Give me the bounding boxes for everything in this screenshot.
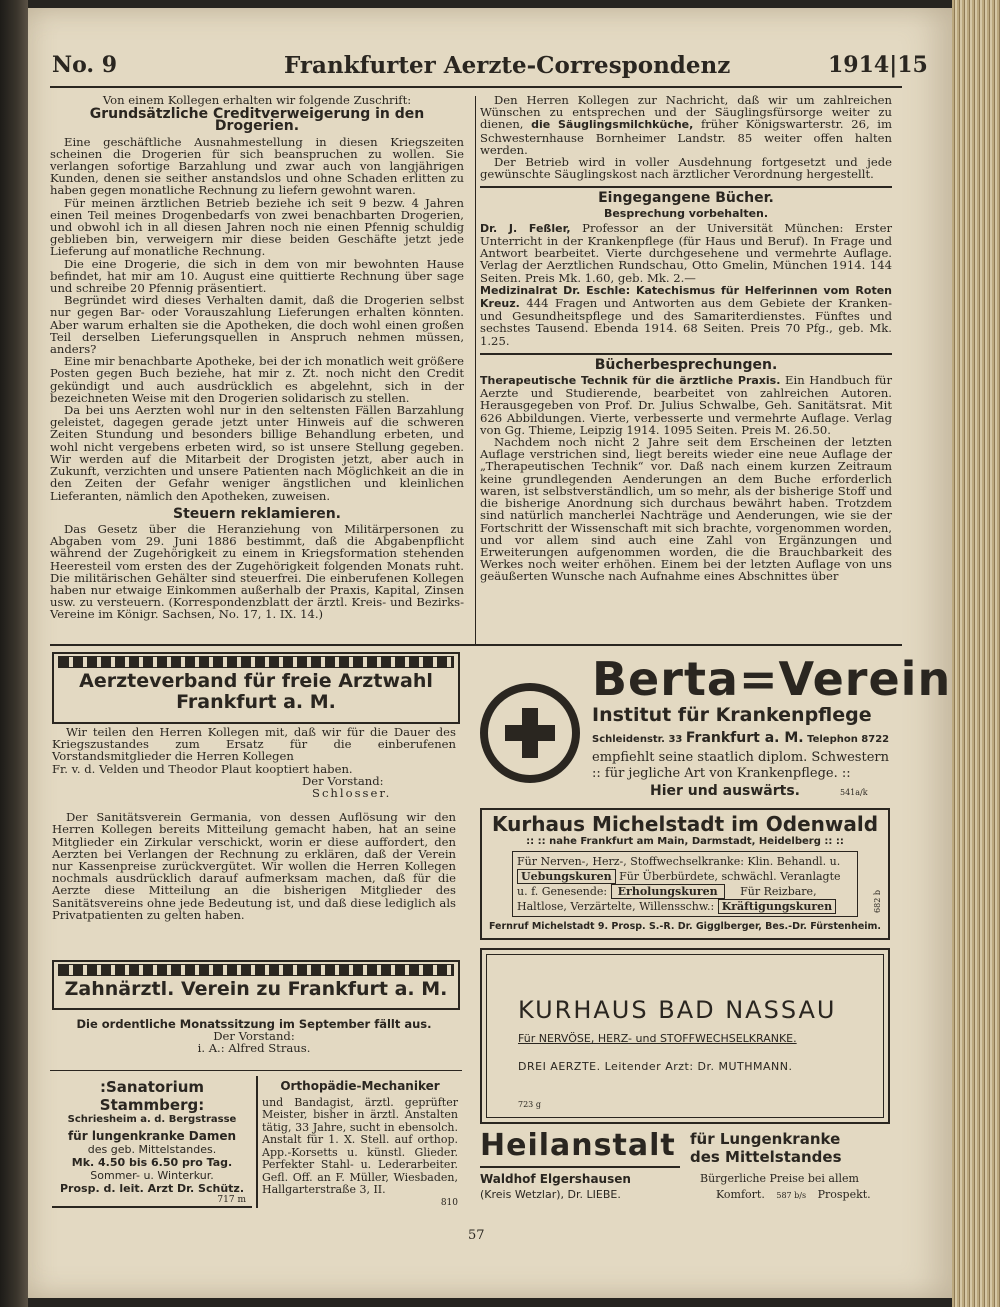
signature-name: i. A.: Alfred Straus. <box>197 1041 311 1056</box>
kur-tag: Uebungskuren <box>517 869 616 884</box>
aerzteverband-frame <box>52 652 460 724</box>
kur-text: Für Reizbare, <box>740 885 817 898</box>
sanatorium-title: :Sanatorium Stammberg: <box>99 1078 205 1114</box>
kur-tag: Kräftigungskuren <box>718 899 836 914</box>
michelstadt-footer: Fernruf Michelstadt 9. Prosp. S.-R. Dr. Gigglberger, Bes.-Dr. Fürstenheim. <box>488 921 882 932</box>
sanatorium-line: für lungenkranke Damen <box>67 1129 237 1143</box>
paragraph <box>480 94 892 156</box>
notice-bold: die Säuglingsmilchküche, <box>531 118 694 132</box>
issue-number: No. 9 <box>52 52 118 78</box>
heilanstalt-line: Bürgerliche Preise bei allem <box>700 1172 859 1185</box>
books-heading: Eingegangene Bücher. <box>598 190 774 207</box>
kur-text: Haltlose, Verzärtelte, Willensschw.: <box>517 900 715 913</box>
section-rule <box>480 186 892 188</box>
berta-ad <box>480 652 952 808</box>
page-number: 57 <box>468 1228 485 1243</box>
ad-code: 717 m <box>217 1195 246 1205</box>
address-phone: Telephon 8722 <box>807 734 890 745</box>
nassau-doctor: DREI AERZTE. Leitender Arzt: Dr. MUTHMANN. <box>518 1060 793 1073</box>
zahnarzt-frame <box>52 960 460 1010</box>
volume-year: 1914|15 <box>828 52 928 78</box>
paragraph: Die eine Drogerie, die sich in dem von mir bewohnten Hause befindet, hat mir am 10. August eine quittierte Rechnung über sage und schreibe 20 Pfennig präsentiert. <box>50 256 464 296</box>
ads-rule <box>50 644 902 646</box>
michelstadt-subtitle: :: :: nahe Frankfurt am Main, Darmstadt, Heidelberg :: :: <box>526 836 844 847</box>
notice-text: früher Königswarterstr. 26, im Schwesternhause Bornheimer Landstr. 85 weiter offen halten werden. <box>480 117 893 157</box>
zahnarzt-text <box>52 1018 456 1055</box>
paragraph: Da bei uns Aerzten wohl nur in den seltensten Fällen Barzahlung geleistet, dagegen gerade jetzt unter Hinweis auf die schweren Zeiten Stundung und besonders billige Behandlung erbeten, und wohl nicht vergebens erbeten wird, so ist unsere Stellung gegeben. Wir werden auf die Mitarbeit der Drogisten jetzt, aber auch in Zukunft, verzichten und unsere Patienten nach Möglichkeit an die in den Zeiten der Gefahr weniger ängstlichen und kleinlichen Lieferanten, nämlich den Apotheken, zuweisen. <box>50 403 464 503</box>
sanatorium-line: des geb. Mittelstandes. <box>87 1143 217 1156</box>
aerzteverband-text <box>52 726 456 921</box>
intro-text: Von einem Kollegen erhalten wir folgende Zuschrift: <box>102 93 412 107</box>
article-heading-steuern: Steuern reklamieren. <box>173 505 341 522</box>
address-street: Schleidenstr. 33 <box>592 734 683 745</box>
berta-title: Berta=Verein <box>592 652 952 706</box>
signature: Der Vorstand: <box>213 1029 295 1044</box>
book-entry <box>480 222 892 284</box>
berta-line: empfiehlt seine staatlich diplom. Schwestern <box>592 750 889 765</box>
ad-divider <box>256 1076 258 1208</box>
paragraph: Nachdem noch nicht 2 Jahre seit dem Erscheinen der letzten Auflage verstrichen sind, liegt bereits wieder eine neue Auflage der „Therapeutischen Technik“ vor. Daß nach einem kurzen Zeitraum keine grundlegenden Aenderungen an dem Buche erforderlich waren, ist selbstverständlich, um so mehr, als der bisherige Stoff und die bisherige Anordnung sich durchaus bewährt haben. Trotzdem sind natürlich mancherlei Nachträge und Aenderungen, wie sie der Fortschritt der Wissenschaft mit sich brachte, vorgenommen worden, und vor allem sind auch eine Zahl von Ergänzungen und Erweiterungen aufgenommen worden, die die Brauchbarkeit des Werkes noch weiter erhöhen. Einem bei der letzten Auflage von uns geäußerten Wunsche nach Aufnahme eines Abschnittes über <box>480 435 892 584</box>
paragraph: Für meinen ärztlichen Betrieb beziehe ich seit 9 bezw. 4 Jahren einen Teil meines Drogenbedarfs von zwei benachbarten Drogerien, und obwohl ich in all diesen Jahren noch nie einen Pfennig schuldig geblieben bin, verweigern mir diese beiden Geschäfte jetzt jede Lieferung auf monatliche Rechnung. <box>50 195 464 259</box>
review-text: Ein Handbuch für Aerzte und Studierende, bearbeitet von zahlreichen Autoren. Herausgegeben von Prof. Dr. Julius Schwalbe, Geh. Sanitätsrat. Mit 626 Abbildungen. Vierte, verbesserte und vermehrte Auflage. Verlag von Gg. Thieme, Leipzig 1914. 1095 Seiten. Preis M. 26.50. <box>480 373 893 437</box>
paragraph: Fr. v. d. Velden und Theodor Plaut kooptiert haben. <box>52 761 353 776</box>
sanatorium-line: Sommer- u. Winterkur. <box>90 1169 214 1182</box>
heilanstalt-line: (Kreis Wetzlar), Dr. LIEBE. <box>480 1188 621 1201</box>
paragraph: Eine mir benachbarte Apotheke, bei der ich monatlich weit größere Posten gegen Buch beziehe, hat mir z. Zt. noch nicht den Credit gekündigt und auch ausdrücklich es abgelehnt, sich in der bezeichneten Weise mit den Drogerien solidarisch zu stellen. <box>50 354 464 405</box>
nassau-subtitle: Für NERVÖSE, HERZ- und STOFFWECHSELKRANKE. <box>518 1032 797 1045</box>
kur-text: Für Überbürdete, schwächl. Veranlagte <box>619 870 841 883</box>
michelstadt-line <box>517 899 853 914</box>
rule <box>480 1166 680 1168</box>
right-column <box>480 94 892 583</box>
michelstadt-ad <box>480 808 890 940</box>
berta-address <box>592 730 889 746</box>
michelstadt-line: Für Nerven-, Herz-, Stoffwechselkranke: Klin. Behandl. u. <box>517 855 841 868</box>
book-text: Professor an der Universität München: Erster Unterricht in der Krankenpflege (für Haus und Beruf). In Frage und Antwort bearbeitet. Vierte durchgesehene und vermehrte Auflage. Verlag der Aerztlichen Rundschau, Otto Gmelin, München 1914. 144 Seiten. Preis Mk. 1.60, geb. Mk. 2.— <box>480 220 892 285</box>
page <box>28 8 952 1298</box>
sanatorium-line: Schriesheim a. d. Bergstrasse <box>67 1114 237 1125</box>
journal-title: Frankfurter Aerzte-Correspondenz <box>284 52 731 79</box>
kur-text: u. f. Genesende: <box>517 885 608 898</box>
orthopaedie-ad <box>262 1080 458 1209</box>
book-entry <box>480 284 892 347</box>
section-rule <box>480 353 892 355</box>
column-divider <box>475 96 476 644</box>
chain-border <box>58 656 454 668</box>
heilanstalt-ad <box>480 1128 890 1208</box>
kur-tag: Erholungskuren <box>611 884 725 899</box>
orthopaedie-text: und Bandagist, ärztl. geprüfter Meister, bisher in ärztl. Anstalten tätig, 33 Jahre, sucht in ebensolch. Anstalt für 1. X. Stell. auf orthop. App.-Korsetts u. künstl. Glieder. Perfekter Stahl- u. Lederarbeiter. Gefl. Off. an F. Müller, Wiesbaden, Hallgarterstraße 3, II. <box>262 1095 458 1196</box>
paragraph: Das Gesetz über die Heranziehung von Militärpersonen zu Abgaben vom 29. Juni 1886 bestimmt, daß die Abgabenpflicht während der Zugehörigkeit zu einem in Kriegsformation stehenden Heeresteil vom ersten des der Zugehörigkeit folgenden Monats ruht. Die militärischen Gehälter sind steuerfrei. Die einberufenen Kollegen haben nur etwaige Einkommen außerhalb der Praxis, Kapital, Zinsen usw. zu versteuern. (Korrespondenzblatt der ärztl. Kreis- und Bezirks-Vereine im Königr. Sachsen, No. 17, 1. IX. 14.) <box>50 521 464 622</box>
paragraph: Begründet wird dieses Verhalten damit, daß die Drogerien selbst nur gegen Bar- oder Vorauszahlung Lieferungen erhalten könnten. Aber warum erhalten sie die Apotheken, die doch wohl einen großen Teil derselben Lieferungsquellen in Anspruch nehmen müssen, anders? <box>50 293 464 357</box>
signature-name: Schlosser. <box>312 786 392 801</box>
ad-code: 682 b <box>873 890 882 913</box>
sanatorium-ad <box>52 1078 252 1208</box>
article-heading-drogerien: Grundsätzliche Creditverweigerung in den Drogerien. <box>89 106 425 135</box>
notice-text: Den Herren Kollegen zur Nachricht, daß wir um zahlreichen Wünschen zu entsprechen und der Säuglingsfürsorge weiter zu dienen, <box>480 93 892 132</box>
michelstadt-line <box>517 869 853 884</box>
paragraph: Wir teilen den Herren Kollegen mit, daß wir für die Dauer des Kriegszustandes zum Ersatz für die einberufenen Vorstandsmitglieder die Herren Kollegen <box>52 725 456 764</box>
heilanstalt-text: Komfort. <box>716 1188 765 1201</box>
berta-line: :: für jegliche Art von Krankenpflege. :: <box>592 766 851 781</box>
berta-subtitle: Institut für Krankenpflege <box>592 704 872 726</box>
paragraph: Eine geschäftliche Ausnahmestellung in diesen Kriegszeiten scheinen die Drogerien für sich beanspruchen zu wollen. Sie verlangen sofortige Barzahlung und zwar auch von langjährigen Kunden, denen sie seither anstandslos und ohne Schaden erlitten zu haben gegen monatliche Rechnung zu liefern gewohnt waren. <box>50 134 464 198</box>
heilanstalt-text: Prospekt. <box>817 1188 871 1201</box>
rule <box>50 1070 462 1071</box>
notice: Die ordentliche Monatssitzung im September fällt aus. <box>76 1017 432 1031</box>
zahnarzt-title: Zahnärztl. Verein zu Frankfurt a. M. <box>64 978 448 1000</box>
red-cross-icon <box>480 668 580 798</box>
aerzteverband-title: Aerzteverband für freie Arztwahl <box>79 670 433 692</box>
heilanstalt-line: Waldhof Elgershausen <box>480 1172 631 1186</box>
book-spine <box>0 0 28 1307</box>
sanatorium-line: Prosp. d. leit. Arzt Dr. Schütz. <box>60 1182 244 1195</box>
book-author: Medizinalrat Dr. Eschle: Katechismus für Helferinnen vom Roten Kreuz. <box>480 283 892 311</box>
paragraph: Der Sanitätsverein Germania, von dessen Auflösung wir den Herren Kollegen bereits Mitteilung gemacht haben, hat an seine Mitglieder ein Zirkular verschickt, worin er diese auffordert, den Aerzten bei Verlangen der Rechnung zu erklären, daß der Verein nur Kassenpreise zurückvergütet. Wir wollen die Herren Kollegen nochmals ausdrücklich darauf aufmerksam machen, daß für die Aerzte diese Mitteilung an die bisherigen Mitglieder des Sanitätsvereins ohne jede Bedeutung ist, und daß diese lediglich als Privatpatienten zu gelten haben. <box>52 810 456 922</box>
review-title: Therapeutische Technik für die ärztliche Praxis. <box>480 374 781 388</box>
berta-line: Hier und auswärts. <box>650 783 800 799</box>
heilanstalt-title: Heilanstalt <box>480 1128 676 1163</box>
ad-code: 723 g <box>518 1100 541 1109</box>
michelstadt-line <box>517 884 853 899</box>
book-text: 444 Fragen und Antworten aus dem Gebiete der Kranken- und Gesundheitspflege und des Samariterdienstes. Fünftes und sechstes Tausend. Ebenda 1914. 68 Seiten. Preis 70 Pfg., geb. Mk. 1.25. <box>480 296 892 348</box>
nassau-ad <box>480 948 890 1124</box>
ad-code: 541a/k <box>840 788 868 797</box>
ad-code: 587 b/s <box>776 1191 807 1200</box>
heilanstalt-subtitle: des Mittelstandes <box>690 1148 842 1166</box>
heilanstalt-line <box>716 1188 871 1201</box>
heilanstalt-subtitle: für Lungenkranke <box>690 1130 841 1148</box>
books-subheading: Besprechung vorbehalten. <box>603 206 769 220</box>
michelstadt-box <box>512 851 858 917</box>
michelstadt-title: Kurhaus Michelstadt im Odenwald <box>491 812 879 836</box>
paragraph: Der Betrieb wird in voller Ausdehnung fortgesetzt und jede gewünschte Säuglingskost nach ärztlicher Verordnung hergestellt. <box>480 155 892 182</box>
aerzteverband-city: Frankfurt a. M. <box>176 691 336 713</box>
orthopaedie-title: Orthopädie-Mechaniker <box>280 1079 440 1093</box>
book-author: Dr. J. Feßler, <box>480 221 571 235</box>
review-entry <box>480 374 892 436</box>
nassau-title: KURHAUS BAD NASSAU <box>518 996 837 1024</box>
signature: Der Vorstand: <box>302 773 384 788</box>
reviews-heading: Bücherbesprechungen. <box>594 356 778 373</box>
left-column <box>50 94 464 621</box>
ad-code: 810 <box>440 1197 458 1208</box>
chain-border <box>58 964 454 976</box>
page-edges <box>952 0 1000 1307</box>
sanatorium-line: Mk. 4.50 bis 6.50 pro Tag. <box>71 1156 233 1169</box>
address-city: Frankfurt a. M. <box>685 730 804 746</box>
header-rule <box>50 86 902 88</box>
